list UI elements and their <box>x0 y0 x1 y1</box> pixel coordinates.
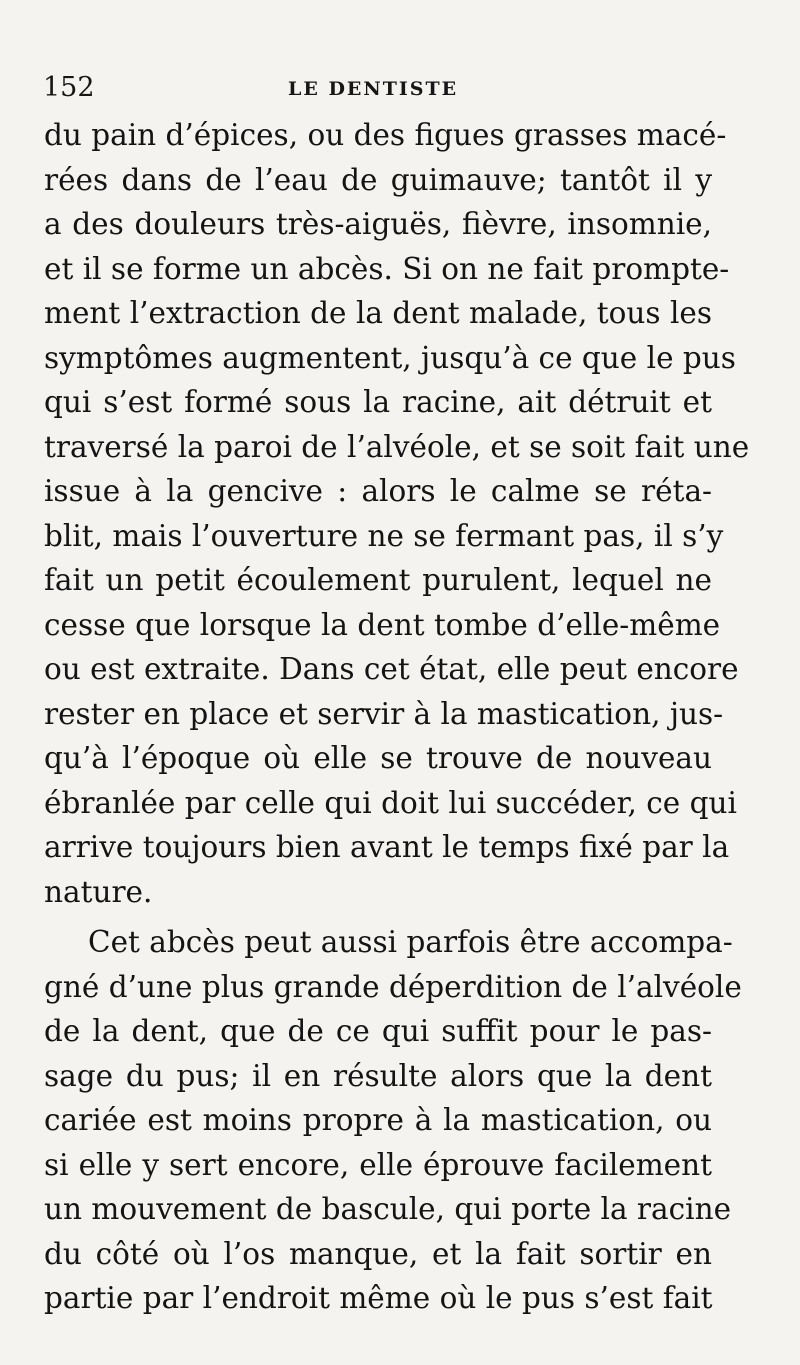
text-line: rées dans de l’eau de guimauve; tantôt il y <box>44 162 712 197</box>
text-line: qui s’est formé sous la racine, ait détruit et <box>44 385 712 419</box>
text-line: partie par l’endroit même où le pus s’est fait <box>44 1281 713 1315</box>
text-line: issue à la gencive : alors le calme se réta- <box>44 474 712 508</box>
text-line: arrive toujours bien avant le temps fixé par la <box>44 830 730 864</box>
text-line: a des douleurs très-aiguës, fièvre, insomnie, <box>44 207 712 241</box>
text-line: un mouvement de bascule, qui porte la racine <box>44 1192 732 1226</box>
body-text <box>44 113 750 1321</box>
text-line: gné d’une plus grande déperdition de l’alvéole <box>44 969 742 1004</box>
text-line: du côté où l’os manque, et la fait sortir en <box>44 1236 712 1271</box>
page-header <box>43 72 743 108</box>
text-line: fait un petit écoulement purulent, lequel ne <box>44 563 712 597</box>
text-line: ébranlée par celle qui doit lui succéder, ce qui <box>44 785 737 820</box>
running-title: LE DENTISTE <box>288 78 459 100</box>
text-line: traversé la paroi de l’alvéole, et se soit fait une <box>44 429 750 464</box>
text-line: blit, mais l’ouverture ne se fermant pas, il s’y <box>44 518 724 553</box>
page-number: 152 <box>43 72 95 103</box>
text-line: Cet abcès peut aussi parfois être accompa- <box>88 925 733 959</box>
text-line: nature. <box>44 874 153 909</box>
text-line: cesse que lorsque la dent tombe d’elle-même <box>44 607 721 642</box>
text-line: ment l’extraction de la dent malade, tous les <box>44 296 712 330</box>
text-line: du pain d’épices, ou des figues grasses macé- <box>44 118 727 152</box>
text-line: cariée est moins propre à la mastication, ou <box>44 1103 712 1137</box>
text-line: qu’à l’époque où elle se trouve de nouveau <box>44 741 712 775</box>
text-line: symptômes augmentent, jusqu’à ce que le pus <box>44 340 736 375</box>
text-line: si elle y sert encore, elle éprouve facilement <box>44 1147 712 1182</box>
text-line: sage du pus; il en résulte alors que la dent <box>44 1058 712 1093</box>
text-line: de la dent, que de ce qui suffit pour le pas- <box>44 1014 712 1048</box>
text-line: ou est extraite. Dans cet état, elle peut encore <box>44 652 739 686</box>
text-line: rester en place et servir à la mastication, jus- <box>44 696 724 731</box>
text-line: et il se forme un abcès. Si on ne fait prompte- <box>44 251 730 286</box>
